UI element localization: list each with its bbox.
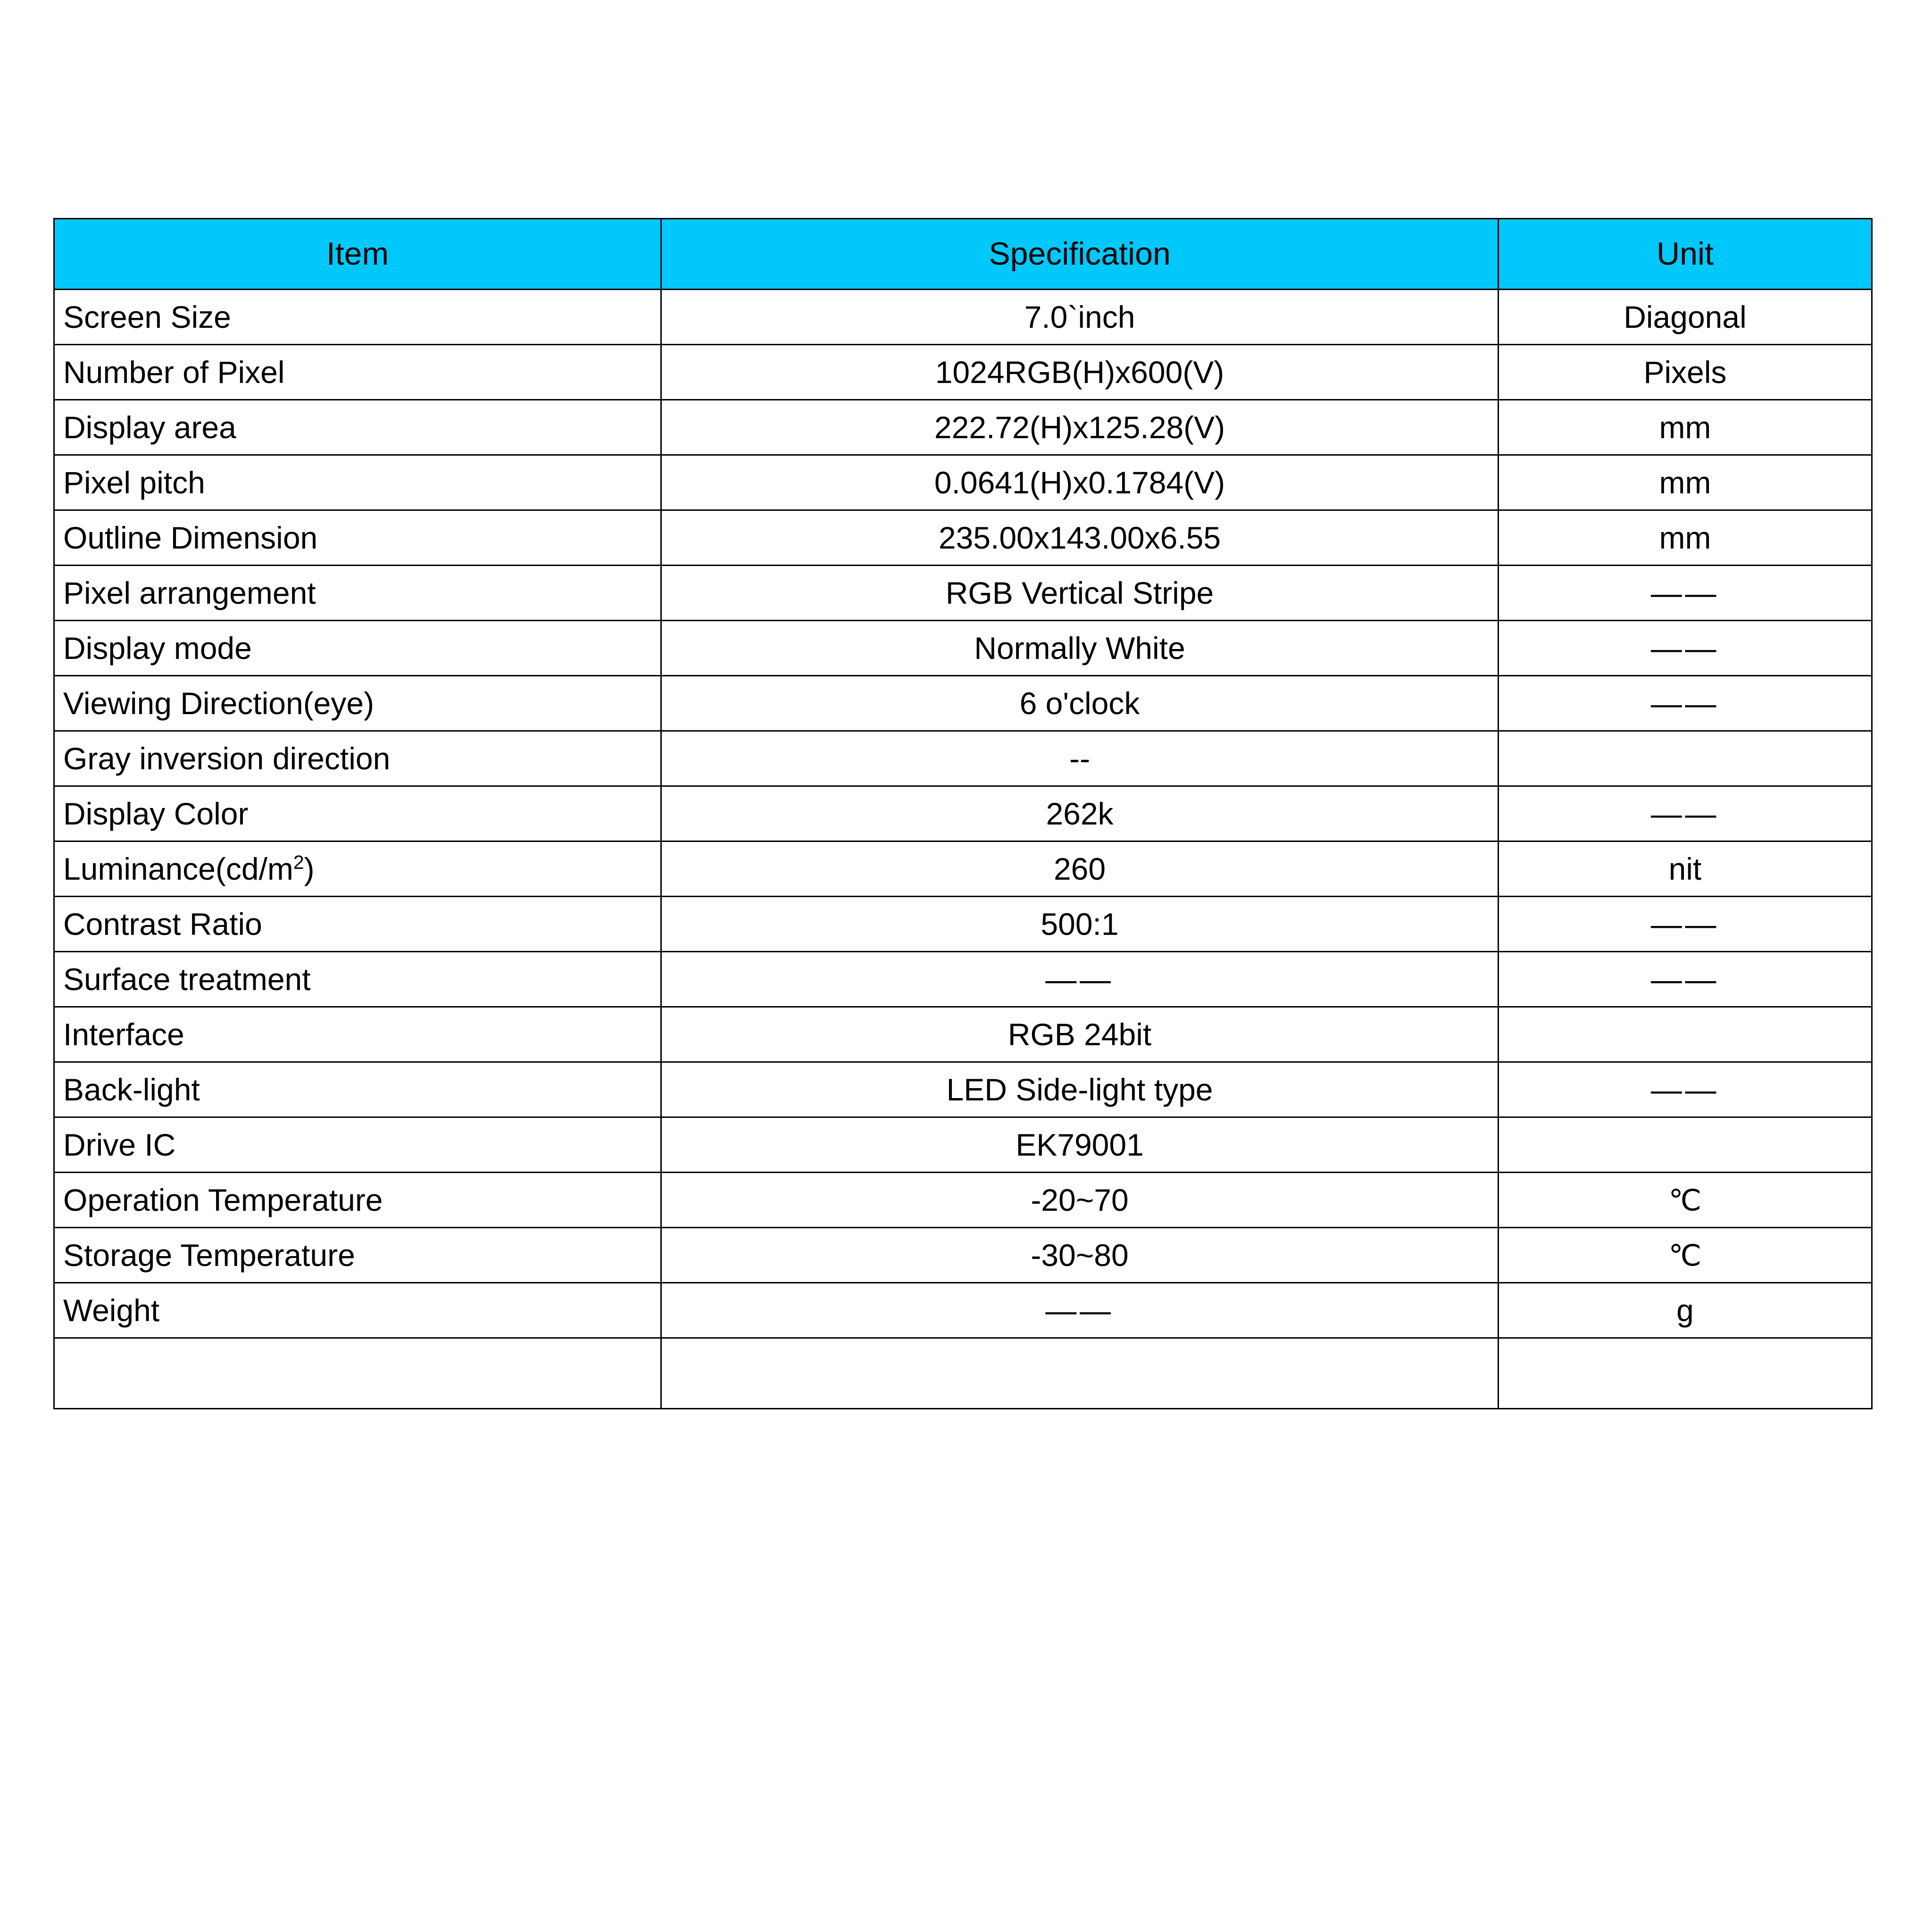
cell-specification: -30~80 xyxy=(661,1228,1499,1283)
table-body xyxy=(54,290,1872,1409)
cell-specification xyxy=(661,1338,1499,1409)
cell-specification: 260 xyxy=(661,841,1499,897)
cell-unit xyxy=(1499,1117,1872,1173)
table-row xyxy=(54,345,1872,400)
cell-item: Gray inversion direction xyxy=(54,731,661,786)
column-header-specification: Specification xyxy=(661,219,1499,290)
cell-unit xyxy=(1499,897,1872,952)
table-row xyxy=(54,1228,1872,1283)
placeholder-dash: —— xyxy=(1650,1072,1720,1107)
cell-unit: mm xyxy=(1499,455,1872,510)
cell-item: Viewing Direction(eye) xyxy=(54,676,661,731)
cell-item: Pixel arrangement xyxy=(54,566,661,621)
table-header xyxy=(54,219,1872,290)
cell-specification: RGB Vertical Stripe xyxy=(661,566,1499,621)
cell-unit xyxy=(1499,1007,1872,1062)
table-row xyxy=(54,1007,1872,1062)
degree-celsius-symbol: ℃ xyxy=(1668,1185,1702,1217)
cell-specification: RGB 24bit xyxy=(661,1007,1499,1062)
cell-item: Number of Pixel xyxy=(54,345,661,400)
cell-unit xyxy=(1499,786,1872,841)
cell-specification: 235.00x143.00x6.55 xyxy=(661,510,1499,566)
table-row xyxy=(54,952,1872,1007)
cell-specification: EK79001 xyxy=(661,1117,1499,1173)
cell-item: Screen Size xyxy=(54,290,661,345)
cell-specification: 6 o'clock xyxy=(661,676,1499,731)
table-row xyxy=(54,400,1872,455)
cell-unit: mm xyxy=(1499,400,1872,455)
table-row xyxy=(54,731,1872,786)
cell-specification: 500:1 xyxy=(661,897,1499,952)
cell-unit xyxy=(1499,731,1872,786)
cell-unit xyxy=(1499,1173,1872,1228)
placeholder-dash: —— xyxy=(1650,906,1720,941)
cell-item: Display Color xyxy=(54,786,661,841)
cell-unit xyxy=(1499,676,1872,731)
cell-item: Pixel pitch xyxy=(54,455,661,510)
cell-unit xyxy=(1499,1062,1872,1117)
cell-item: Contrast Ratio xyxy=(54,897,661,952)
cell-item: Drive IC xyxy=(54,1117,661,1173)
column-header-unit: Unit xyxy=(1499,219,1872,290)
cell-item: Interface xyxy=(54,1007,661,1062)
cell-specification: 1024RGB(H)x600(V) xyxy=(661,345,1499,400)
cell-specification: -- xyxy=(661,731,1499,786)
cell-specification: -20~70 xyxy=(661,1173,1499,1228)
cell-item: $Luminance(cd/m^2)$ xyxy=(54,841,661,897)
placeholder-dash: —— xyxy=(1045,1292,1114,1328)
table-row-empty xyxy=(54,1338,1872,1409)
degree-celsius-symbol: ℃ xyxy=(1668,1240,1702,1273)
superscript-two: 2 xyxy=(293,851,304,873)
cell-item: Storage Temperature xyxy=(54,1228,661,1283)
cell-item: Outline Dimension xyxy=(54,510,661,566)
table-row xyxy=(54,1062,1872,1117)
table-row xyxy=(54,897,1872,952)
cell-unit: mm xyxy=(1499,510,1872,566)
cell-unit xyxy=(1499,1338,1872,1409)
table-row xyxy=(54,676,1872,731)
placeholder-dash: —— xyxy=(1650,630,1720,666)
cell-item: Weight xyxy=(54,1283,661,1338)
cell-specification: 222.72(H)x125.28(V) xyxy=(661,400,1499,455)
cell-item: Display area xyxy=(54,400,661,455)
cell-item: Back-light xyxy=(54,1062,661,1117)
cell-unit: nit xyxy=(1499,841,1872,897)
cell-unit: Pixels xyxy=(1499,345,1872,400)
cell-specification: LED Side-light type xyxy=(661,1062,1499,1117)
table-row xyxy=(54,566,1872,621)
cell-unit xyxy=(1499,566,1872,621)
cell-item: Display mode xyxy=(54,621,661,676)
placeholder-dash: —— xyxy=(1650,685,1720,721)
cell-specification xyxy=(661,1283,1499,1338)
cell-item xyxy=(54,1338,661,1409)
cell-specification xyxy=(661,952,1499,1007)
cell-unit: Diagonal xyxy=(1499,290,1872,345)
table-row xyxy=(54,290,1872,345)
cell-specification: 0.0641(H)x0.1784(V) xyxy=(661,455,1499,510)
table-row xyxy=(54,1173,1872,1228)
cell-item: Surface treatment xyxy=(54,952,661,1007)
placeholder-dash: —— xyxy=(1045,961,1114,997)
table-row xyxy=(54,621,1872,676)
cell-unit xyxy=(1499,621,1872,676)
table-row xyxy=(54,510,1872,566)
cell-specification: 262k xyxy=(661,786,1499,841)
cell-item: Operation Temperature xyxy=(54,1173,661,1228)
column-header-item: Item xyxy=(54,219,661,290)
cell-unit: g xyxy=(1499,1283,1872,1338)
table-row xyxy=(54,841,1872,897)
specification-table xyxy=(53,218,1873,1409)
cell-unit xyxy=(1499,952,1872,1007)
cell-specification: Normally White xyxy=(661,621,1499,676)
table-header-row xyxy=(54,219,1872,290)
table-row xyxy=(54,1117,1872,1173)
table-row xyxy=(54,1283,1872,1338)
specification-table-container xyxy=(53,218,1871,1409)
cell-specification: 7.0`inch xyxy=(661,290,1499,345)
placeholder-dash: —— xyxy=(1650,575,1720,610)
table-row xyxy=(54,786,1872,841)
placeholder-dash: —— xyxy=(1650,961,1720,997)
placeholder-dash: —— xyxy=(1650,796,1720,831)
cell-unit xyxy=(1499,1228,1872,1283)
table-row xyxy=(54,455,1872,510)
